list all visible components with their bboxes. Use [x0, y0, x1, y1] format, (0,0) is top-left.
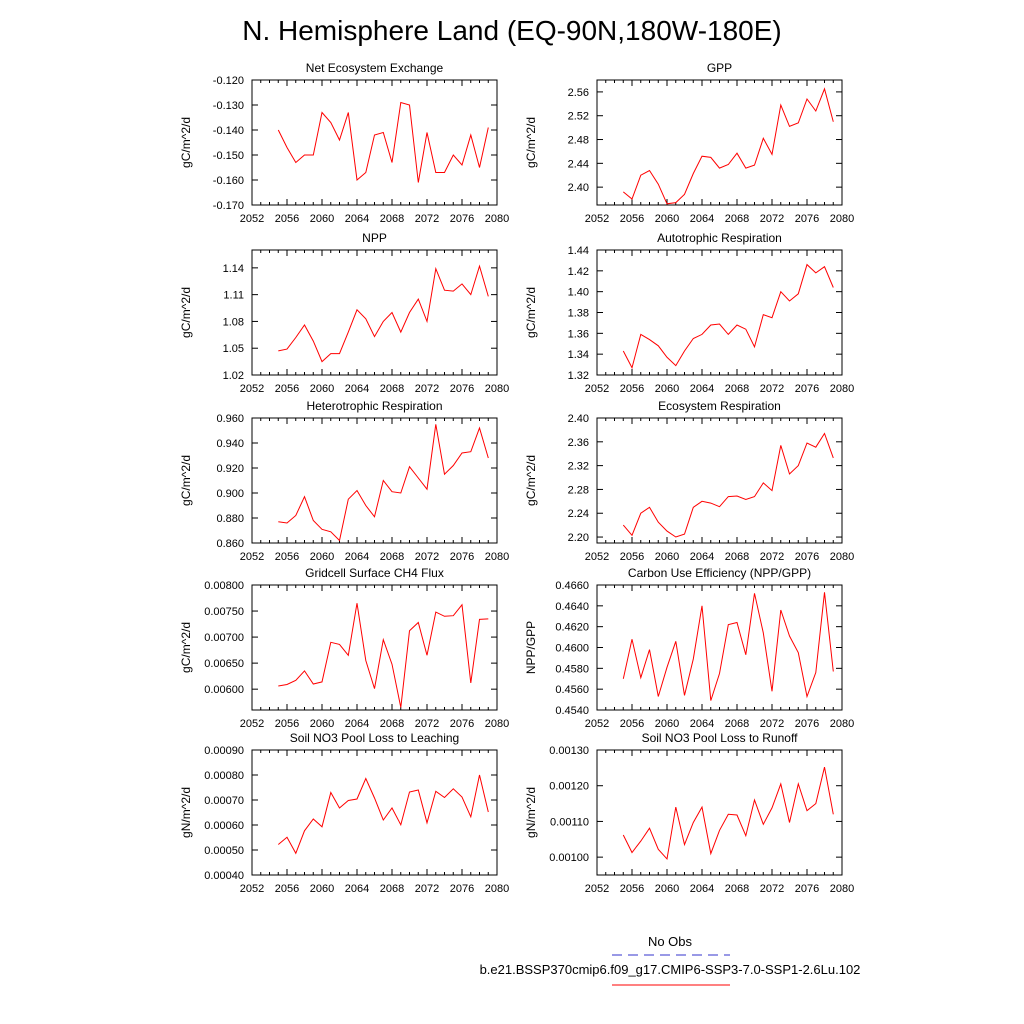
series-line-1 — [623, 89, 833, 204]
y-tick-label: 2.40 — [567, 413, 589, 425]
y-tick-label: 1.40 — [567, 286, 589, 299]
y-axis-label: NPP/GPP — [524, 620, 538, 675]
chart-panel-2 — [524, 61, 854, 225]
x-tick-label: 2068 — [379, 551, 405, 563]
x-tick-label: 2052 — [239, 551, 265, 563]
series-line-1 — [278, 775, 488, 853]
x-tick-label: 2060 — [654, 213, 680, 225]
x-tick-label: 2060 — [309, 383, 335, 395]
plot-frame — [252, 750, 497, 875]
y-tick-label: 0.00600 — [204, 684, 244, 697]
y-tick-label: 0.00800 — [204, 580, 244, 592]
y-tick-label: 1.11 — [223, 289, 244, 302]
y-tick-label: 0.00120 — [549, 780, 589, 793]
y-tick-label: 2.24 — [567, 508, 589, 521]
series-line-1 — [278, 424, 488, 540]
y-axis-label: gC/m^2/d — [524, 287, 538, 338]
y-tick-label: 1.36 — [567, 328, 589, 341]
chart-panels — [179, 61, 854, 895]
x-tick-label: 2072 — [759, 883, 785, 895]
x-tick-label: 2076 — [449, 551, 475, 563]
y-tick-label: 0.00060 — [204, 820, 244, 832]
chart-panel-3 — [179, 231, 509, 395]
plot-frame — [597, 80, 842, 205]
chart-title: Ecosystem Respiration — [658, 399, 781, 413]
chart-panel-8 — [524, 566, 854, 730]
series-line-1 — [623, 592, 833, 700]
chart-panel-5 — [179, 399, 509, 563]
x-tick-label: 2068 — [379, 883, 405, 895]
y-axis-label: gN/m^2/d — [524, 787, 538, 838]
y-tick-label: 0.860 — [216, 538, 244, 550]
chart-title: GPP — [706, 61, 733, 75]
x-tick-label: 2064 — [689, 213, 715, 225]
series-line-1 — [278, 103, 488, 183]
x-tick-label: 2052 — [584, 551, 610, 563]
x-tick-label: 2064 — [344, 883, 370, 895]
x-tick-label: 2068 — [724, 383, 750, 395]
plot-frame — [252, 80, 497, 205]
y-tick-label: 1.42 — [567, 265, 589, 278]
x-tick-label: 2052 — [239, 718, 265, 730]
x-tick-label: 2064 — [344, 718, 370, 730]
chart-title: Carbon Use Efficiency (NPP/GPP) — [627, 566, 812, 580]
y-tick-label: 0.4560 — [555, 684, 589, 697]
y-tick-label: -0.160 — [212, 175, 244, 187]
x-tick-label: 2068 — [379, 213, 405, 225]
series-line-1 — [278, 266, 488, 362]
y-tick-label: 1.05 — [222, 343, 244, 356]
x-tick-label: 2060 — [309, 213, 335, 225]
y-axis-label: gN/m^2/d — [179, 787, 193, 838]
x-tick-label: 2076 — [794, 718, 820, 730]
y-tick-label: 1.14 — [222, 262, 244, 275]
x-tick-label: 2068 — [379, 383, 405, 395]
x-tick-label: 2076 — [794, 883, 820, 895]
x-tick-label: 2056 — [619, 213, 645, 225]
x-tick-label: 2076 — [449, 383, 475, 395]
x-tick-label: 2056 — [619, 383, 645, 395]
x-tick-label: 2080 — [829, 883, 855, 895]
x-tick-label: 2064 — [689, 383, 715, 395]
x-tick-label: 2068 — [724, 213, 750, 225]
x-tick-label: 2076 — [449, 213, 475, 225]
x-tick-label: 2056 — [274, 718, 300, 730]
x-tick-label: 2072 — [414, 551, 440, 563]
x-tick-label: 2080 — [484, 551, 510, 563]
series-line-1 — [623, 434, 833, 538]
series-line-1 — [278, 603, 488, 707]
legend — [480, 934, 861, 985]
x-tick-label: 2072 — [414, 718, 440, 730]
chart-panel-1 — [179, 61, 509, 225]
x-tick-label: 2072 — [759, 213, 785, 225]
chart-panel-9 — [179, 731, 509, 895]
x-tick-label: 2076 — [449, 883, 475, 895]
x-tick-label: 2072 — [759, 551, 785, 563]
y-tick-label: 0.4540 — [555, 705, 589, 717]
x-tick-label: 2052 — [584, 213, 610, 225]
x-tick-label: 2052 — [584, 383, 610, 395]
x-tick-label: 2068 — [724, 551, 750, 563]
x-tick-label: 2068 — [724, 883, 750, 895]
chart-title: Soil NO3 Pool Loss to Leaching — [289, 731, 460, 745]
chart-title: Heterotrophic Respiration — [306, 399, 443, 413]
y-tick-label: 0.920 — [216, 463, 244, 475]
chart-panel-10 — [524, 731, 854, 895]
y-tick-label: 0.00050 — [204, 845, 244, 857]
legend-case-label: b.e21.BSSP370cmip6.f09_g17.CMIP6-SSP3-7.0-SSP1-2.6Lu.102 — [479, 962, 861, 977]
y-tick-label: 0.00130 — [549, 745, 589, 757]
y-tick-label: 2.56 — [567, 86, 589, 99]
y-tick-label: 1.44 — [567, 245, 589, 257]
y-tick-label: -0.130 — [212, 100, 244, 112]
y-tick-label: 0.4580 — [555, 663, 589, 676]
y-tick-label: -0.120 — [212, 75, 244, 87]
x-tick-label: 2056 — [274, 551, 300, 563]
y-axis-label: gC/m^2/d — [524, 117, 538, 168]
y-tick-label: 1.02 — [222, 370, 244, 382]
y-tick-label: 2.36 — [567, 436, 589, 449]
y-tick-label: 0.00750 — [204, 606, 244, 619]
x-tick-label: 2060 — [654, 718, 680, 730]
y-tick-label: 1.34 — [567, 349, 589, 362]
x-tick-label: 2056 — [619, 718, 645, 730]
x-tick-label: 2052 — [239, 883, 265, 895]
x-tick-label: 2076 — [794, 213, 820, 225]
x-tick-label: 2064 — [344, 383, 370, 395]
y-tick-label: 0.00110 — [550, 816, 589, 829]
y-tick-label: 0.00650 — [204, 658, 244, 671]
x-tick-label: 2056 — [274, 213, 300, 225]
y-tick-label: 0.940 — [216, 438, 244, 450]
series-line-1 — [623, 265, 833, 368]
x-tick-label: 2080 — [484, 213, 510, 225]
x-tick-label: 2080 — [484, 883, 510, 895]
x-tick-label: 2080 — [484, 718, 510, 730]
chart-title: Net Ecosystem Exchange — [305, 61, 444, 75]
x-tick-label: 2068 — [724, 718, 750, 730]
x-tick-label: 2052 — [584, 883, 610, 895]
y-tick-label: -0.140 — [212, 125, 244, 137]
plot-frame — [252, 250, 497, 375]
y-tick-label: 0.880 — [216, 513, 244, 525]
page-title: N. Hemisphere Land (EQ-90N,180W-180E) — [242, 15, 782, 46]
y-axis-label: gC/m^2/d — [179, 287, 193, 338]
x-tick-label: 2056 — [619, 883, 645, 895]
chart-title: Soil NO3 Pool Loss to Runoff — [641, 731, 798, 745]
y-tick-label: 0.4620 — [555, 621, 589, 634]
x-tick-label: 2060 — [654, 551, 680, 563]
y-tick-label: 2.28 — [567, 484, 589, 497]
y-tick-label: 0.960 — [216, 413, 244, 425]
x-tick-label: 2068 — [379, 718, 405, 730]
x-tick-label: 2064 — [689, 718, 715, 730]
y-tick-label: 0.00040 — [204, 870, 244, 882]
x-tick-label: 2056 — [274, 383, 300, 395]
x-tick-label: 2060 — [654, 383, 680, 395]
plot-frame — [252, 418, 497, 543]
x-tick-label: 2072 — [414, 213, 440, 225]
x-tick-label: 2076 — [794, 551, 820, 563]
x-tick-label: 2052 — [239, 213, 265, 225]
x-tick-label: 2060 — [654, 883, 680, 895]
y-tick-label: 0.900 — [216, 488, 244, 500]
chart-title: Gridcell Surface CH4 Flux — [305, 566, 444, 580]
y-tick-label: 0.00080 — [204, 770, 244, 782]
y-tick-label: -0.150 — [212, 150, 244, 162]
x-tick-label: 2072 — [414, 883, 440, 895]
plot-frame — [597, 750, 842, 875]
y-tick-label: 2.20 — [567, 532, 589, 545]
x-tick-label: 2080 — [829, 718, 855, 730]
y-tick-label: 2.48 — [567, 134, 589, 147]
x-tick-label: 2080 — [829, 383, 855, 395]
x-tick-label: 2064 — [344, 213, 370, 225]
y-tick-label: 0.00700 — [204, 632, 244, 645]
x-tick-label: 2060 — [309, 551, 335, 563]
y-tick-label: 0.4660 — [555, 580, 589, 592]
y-tick-label: 0.00090 — [204, 745, 244, 757]
x-tick-label: 2052 — [239, 383, 265, 395]
y-tick-label: 2.52 — [567, 110, 589, 123]
x-tick-label: 2052 — [584, 718, 610, 730]
y-axis-label: gC/m^2/d — [524, 455, 538, 506]
y-tick-label: 1.38 — [567, 307, 589, 320]
y-tick-label: -0.170 — [212, 200, 244, 212]
chart-panel-6 — [524, 399, 854, 563]
y-axis-label: gC/m^2/d — [179, 455, 193, 506]
y-tick-label: 0.00070 — [204, 795, 244, 807]
y-tick-label: 0.00100 — [549, 852, 589, 865]
y-axis-label: gC/m^2/d — [179, 117, 193, 168]
chart-panel-7 — [179, 566, 509, 730]
x-tick-label: 2060 — [309, 883, 335, 895]
x-tick-label: 2080 — [829, 213, 855, 225]
x-tick-label: 2080 — [829, 551, 855, 563]
x-tick-label: 2056 — [619, 551, 645, 563]
y-tick-label: 0.4600 — [555, 642, 589, 655]
y-tick-label: 2.32 — [567, 460, 589, 473]
series-line-1 — [623, 767, 833, 859]
y-tick-label: 1.08 — [222, 316, 244, 329]
x-tick-label: 2072 — [759, 718, 785, 730]
x-tick-label: 2060 — [309, 718, 335, 730]
x-tick-label: 2076 — [794, 383, 820, 395]
plot-frame — [597, 418, 842, 543]
chart-panel-4 — [524, 231, 854, 395]
y-tick-label: 1.32 — [567, 370, 589, 382]
x-tick-label: 2064 — [344, 551, 370, 563]
y-tick-label: 0.4640 — [555, 600, 589, 613]
legend-obs-label: No Obs — [647, 934, 693, 949]
x-tick-label: 2064 — [689, 551, 715, 563]
x-tick-label: 2056 — [274, 883, 300, 895]
chart-title: NPP — [362, 231, 387, 245]
y-axis-label: gC/m^2/d — [179, 622, 193, 673]
y-tick-label: 2.40 — [567, 182, 589, 195]
chart-title: Autotrophic Respiration — [657, 231, 782, 245]
plot-frame — [252, 585, 497, 710]
x-tick-label: 2072 — [414, 383, 440, 395]
y-tick-label: 2.44 — [567, 158, 589, 171]
x-tick-label: 2064 — [689, 883, 715, 895]
x-tick-label: 2076 — [449, 718, 475, 730]
x-tick-label: 2072 — [759, 383, 785, 395]
x-tick-label: 2080 — [484, 383, 510, 395]
